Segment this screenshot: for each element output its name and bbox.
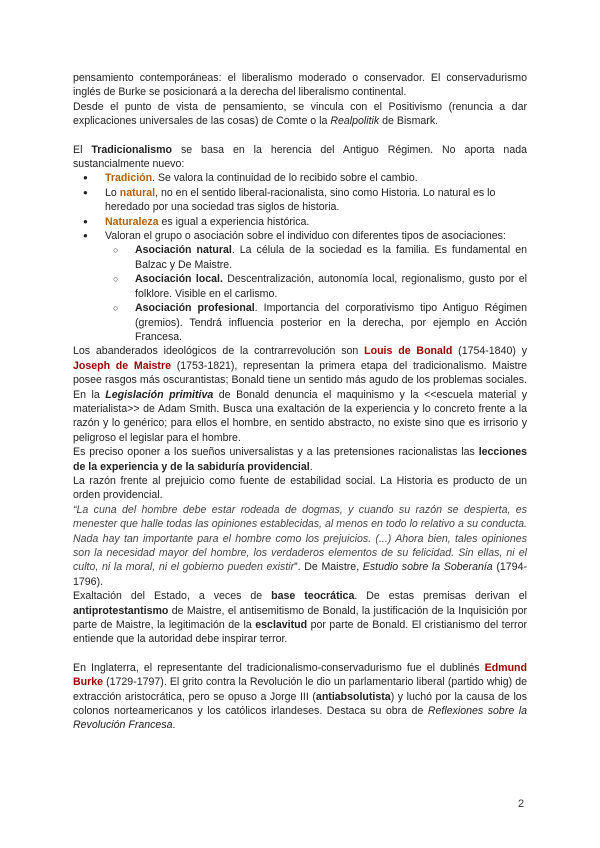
- paragraph-reason: La razón frente al prejuicio como fuente de estabilidad social. La Historia es producto de un orden providencial.: [73, 474, 527, 502]
- paragraph-experience: Es preciso oponer a los sueños universalistas y a las pretensiones racionalistas las lecciones de la experiencia y de la sabiduría providencial.: [73, 446, 527, 473]
- author-maistre: Joseph de Maistre: [73, 359, 171, 372]
- paragraph-traditionalism: El Tradicionalismo se basa en la herencia del Antiguo Régimen. No aporta nada sustancialmente nuevo:: [73, 143, 528, 171]
- traditionalism-term: Tradicionalismo: [91, 143, 173, 156]
- paragraph-liberalism: pensamiento contemporáneas: el liberalismo moderado o conservador. El conservadurismo inglés de Burke se posicionará a la derecha del liberalismo continental.: [73, 72, 527, 99]
- paragraph-positivism: Desde el punto de vista de pensamiento, se vincula con el Positivismo (renuncia a dar explicaciones universales de las cosas) de Comte o la Realpolitik de Bismark.: [73, 100, 527, 128]
- traditionalism-list: [73, 171, 527, 344]
- paragraph-state: Exaltación del Estado, a veces de base teocrática. De estas premisas derivan el antiprotestantismo de Maistre, el antisemitismo de Bonald, la justificación de la Inquisición por parte de Maistre, la legitimación de la esclavitud por parte de Bonald. El cristianismo del terror entiende que la autoridad debe inspirar terror.: [73, 590, 527, 646]
- page-number: 2: [518, 798, 525, 810]
- sublist-item: ○ Asociación natural. La célula de la sociedad es la familia. Es fundamental en Balzac y De Maistre.: [135, 243, 527, 272]
- work-legislacion: Legislación primitiva: [105, 388, 214, 401]
- work-reflexiones: Reflexiones sobre la Revolución Francesa: [73, 705, 527, 732]
- author-bonald: Louis de Bonald: [364, 345, 453, 358]
- maistre-quote: “La cuna del hombre debe estar rodeada de dogmas, y cuando su razón se despierta, es menester que halle todas las opiniones establecidas, al menos en todo lo relativo a su conducta. Nada hay tan importante para el hombre como los prejuicios. (...) Ahora bien, tales opiniones son la necesidad mayor del hombre, los verdaderos elementos de su felicidad. Sin ellas, ni el culto, ni la moral, ni el gobierno pueden existir”. De Maistre, Estudio sobre la Soberanía (1794-1796).: [73, 503, 527, 588]
- realpolitik-term: Realpolitik: [330, 115, 380, 128]
- work-soberania: Estudio sobre la Soberanía: [362, 561, 493, 574]
- list-item: ● Valoran el grupo o asociación sobre el individuo con diferentes tipos de asociaciones: ○ Asociación natural. La célula de la sociedad es la familia. Es fundamental en Balzac y De Maistre. ○ Asociación local. Descentralización, autonomía local, regionalismo, gusto por el folklore. Visible en el carlismo. ○ Asociación profesional. Importancia del corporativismo tipo Antiguo Régimen (gremios). Tendrá influencia posterior en la derecha, por ejemplo en Acción Francesa.: [105, 229, 527, 344]
- list-item: ● Naturaleza es igual a experiencia histórica.: [105, 215, 527, 229]
- paragraph-bonald-maistre: Los abanderados ideológicos de la contrarrevolución son Louis de Bonald (1754-1840) y Joseph de Maistre (1753-1821), representan la primera etapa del tradicionalismo. Maistre posee rasgos más oscurantistas; Bonald tiene un sentido más agudo de los problemas sociales. En la Legislación primitiva de Bonald denuncia el maquinismo y la <<escuela material y materialista>> de Adam Smith. Busca una exaltación de la experiencia y lo concreto frente a la razón y lo genérico; para ellos el hombre, en sentido abstracto, no existe sino que es irrisorio y peligroso el legislar para el hombre.: [73, 345, 528, 444]
- paragraph-burke: En Inglaterra, el representante del tradicionalismo-conservadurismo fue el dublinés Edmund Burke (1729-1797). El grito contra la Revolución le dio un parlamentario liberal (partido whig) de extracción aristocrática, pero se opuso a Jorge III (antiabsolutista) y luchó por la causa de los colonos norteamericanos y los católicos irlandeses. Destaca su obra de Reflexiones sobre la Revolución Francesa.: [73, 661, 527, 732]
- sublist-item: ○ Asociación profesional. Importancia del corporativismo tipo Antiguo Régimen (gremios). Tendrá influencia posterior en la derecha, por ejemplo en Acción Francesa.: [135, 301, 527, 344]
- list-item: ● Tradición. Se valora la continuidad de lo recibido sobre el cambio.: [105, 171, 527, 185]
- author-burke: Edmund Burke: [73, 661, 527, 689]
- document-page: [73, 71, 527, 733]
- sublist-item: ○ Asociación local. Descentralización, autonomía local, regionalismo, gusto por el folklore. Visible en el carlismo.: [135, 272, 527, 301]
- association-sublist: [105, 243, 527, 344]
- list-item: ● Lo natural, no en el sentido liberal-racionalista, sino como Historia. Lo natural es lo heredado por una sociedad tras siglos de historia.: [105, 186, 527, 215]
